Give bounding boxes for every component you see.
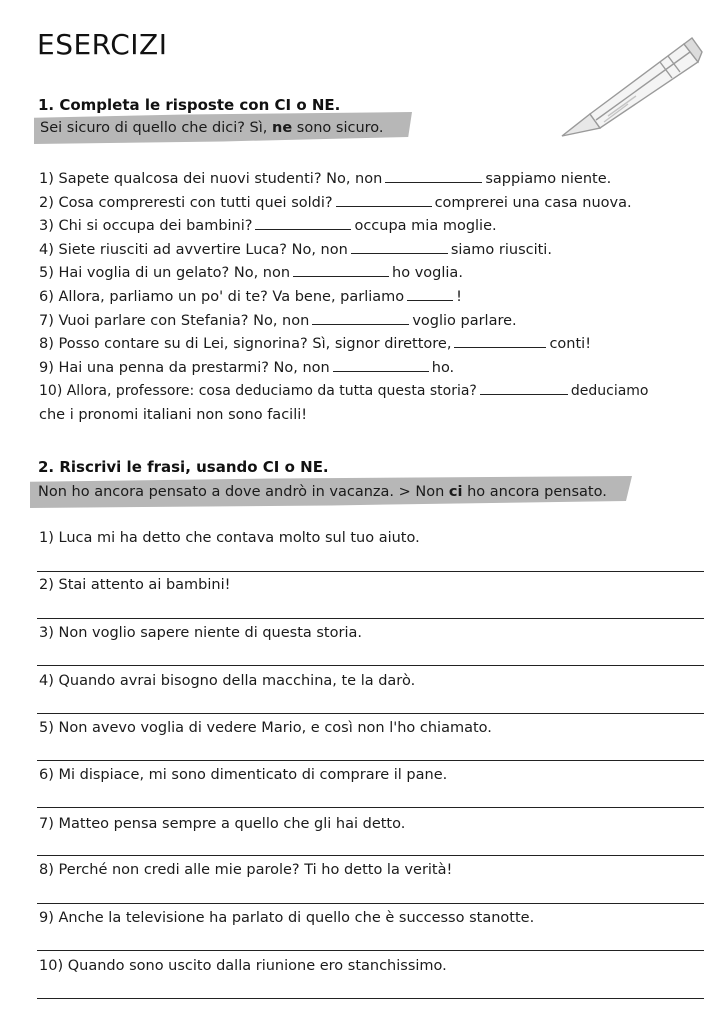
answer-blank[interactable] (255, 215, 351, 230)
answer-blank[interactable] (407, 286, 453, 301)
page-title: ESERCIZI (37, 28, 168, 61)
list-item-continuation: che i pronomi italiani non sono facili! (39, 406, 308, 423)
section1-heading: 1. Completa le risposte con CI o NE. (38, 96, 341, 114)
answer-blank[interactable] (454, 333, 546, 348)
section1-example: Sei sicuro di quello che dici? Sì, ne sono sicuro. (40, 120, 384, 136)
answer-line[interactable] (37, 571, 704, 572)
list-item: 2) Stai attento ai bambini! (39, 577, 231, 593)
section1-list (39, 168, 711, 428)
section2-heading: 2. Riscrivi le frasi, usando CI o NE. (38, 458, 329, 476)
list-item: 6) Allora, parliamo un po' di te? Va bene, parliamo ! (39, 286, 711, 310)
list-item: 8) Perché non credi alle mie parole? Ti ho detto la verità! (39, 862, 453, 878)
answer-line[interactable] (37, 950, 704, 951)
list-item: 7) Matteo pensa sempre a quello che gli hai detto. (39, 816, 406, 832)
answer-blank[interactable] (333, 357, 429, 372)
answer-line[interactable] (37, 713, 704, 714)
list-item: 8) Posso contare su di Lei, signorina? Sì, signor direttore, conti! (39, 333, 711, 357)
list-item: 5) Non avevo voglia di vedere Mario, e così non l'ho chiamato. (39, 720, 492, 736)
answer-line[interactable] (37, 807, 704, 808)
answer-blank[interactable] (336, 192, 432, 207)
list-item: 4) Quando avrai bisogno della macchina, te la darò. (39, 673, 416, 689)
pencil-icon (556, 36, 706, 146)
answer-line[interactable] (37, 665, 704, 666)
list-item: 2) Cosa compreresti con tutti quei soldi? comprerei una casa nuova. (39, 192, 711, 216)
list-item: 3) Chi si occupa dei bambini? occupa mia moglie. (39, 215, 711, 239)
answer-blank[interactable] (312, 310, 409, 325)
list-item: 5) Hai voglia di un gelato? No, non ho voglia. (39, 262, 711, 286)
answer-line[interactable] (37, 903, 704, 904)
section2-example: Non ho ancora pensato a dove andrò in vacanza. > Non ci ho ancora pensato. (38, 484, 607, 500)
answer-blank[interactable] (293, 262, 389, 277)
list-item: 9) Hai una penna da prestarmi? No, non ho. (39, 357, 711, 381)
list-item: 10) Quando sono uscito dalla riunione ero stanchissimo. (39, 958, 447, 974)
list-item: 4) Siete riusciti ad avvertire Luca? No, non siamo riusciti. (39, 239, 711, 263)
list-item: 1) Sapete qualcosa dei nuovi studenti? No, non sappiamo niente. (39, 168, 711, 192)
answer-blank[interactable] (480, 380, 568, 395)
answer-line[interactable] (37, 618, 704, 619)
list-item: 9) Anche la televisione ha parlato di quello che è successo stanotte. (39, 910, 535, 926)
list-item: 3) Non voglio sapere niente di questa storia. (39, 625, 362, 641)
list-item: 10) Allora, professore: cosa deduciamo da tutta questa storia? deduciamo (39, 380, 711, 404)
answer-blank[interactable] (385, 168, 482, 183)
answer-line[interactable] (37, 855, 704, 856)
list-item: 6) Mi dispiace, mi sono dimenticato di comprare il pane. (39, 767, 448, 783)
list-item: 7) Vuoi parlare con Stefania? No, non voglio parlare. (39, 310, 711, 334)
list-item: 1) Luca mi ha detto che contava molto sul tuo aiuto. (39, 530, 420, 546)
answer-line[interactable] (37, 998, 704, 999)
answer-line[interactable] (37, 760, 704, 761)
answer-blank[interactable] (351, 239, 448, 254)
